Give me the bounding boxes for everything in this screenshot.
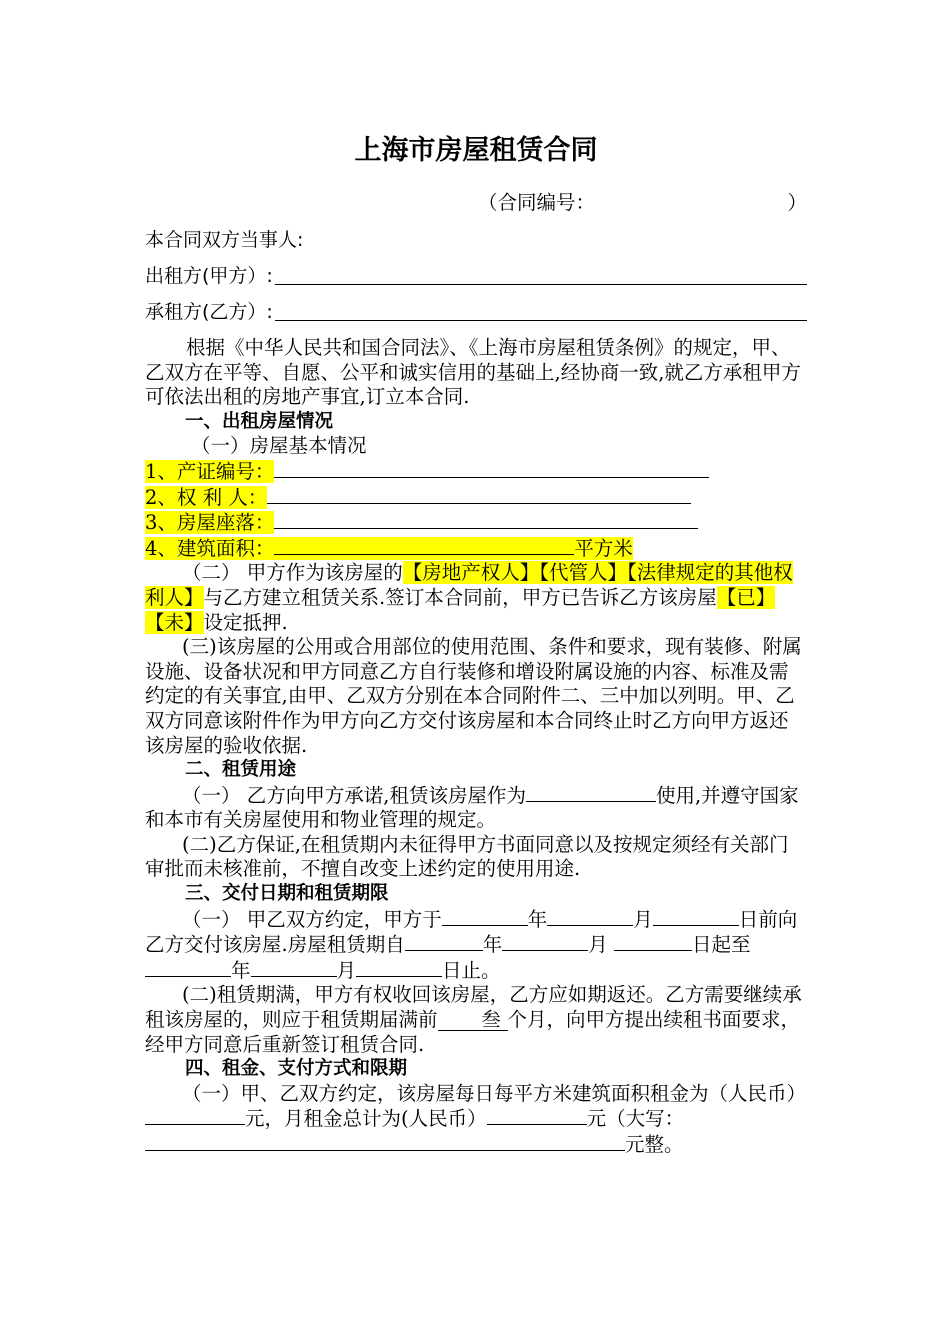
item-owner-blank [267, 485, 691, 504]
lessor-line [145, 258, 807, 294]
daily-rent-blank [145, 1106, 245, 1125]
start-year-blank [405, 932, 483, 951]
year-label: 年 [231, 958, 251, 982]
monthly-rent-blank [487, 1106, 587, 1125]
para-text: 起至 [711, 933, 751, 957]
section-3-para-1 [145, 907, 807, 984]
para-text: 元整。 [625, 1133, 684, 1156]
lessor-blank [275, 283, 807, 285]
lessee-label: 承租方(乙方）: [145, 301, 273, 323]
mortgage-options: 【已】【未】 [145, 585, 776, 634]
day-label: 日 [738, 907, 759, 931]
para-text: 前向乙方交付该房屋.房屋租赁期自 [145, 907, 798, 957]
para-text: 与乙方建立租赁关系.签订本合同前，甲方已告诉乙方该房屋 [203, 585, 717, 609]
day-label: 日 [691, 933, 712, 957]
list-item [145, 510, 807, 536]
para-text: 个月，向甲方提出续租书面要求，经甲方同意后重新签订租赁合同. [145, 1008, 801, 1056]
preamble: 根据《中华人民共和国合同法》、《上海市房屋租赁条例》的规定，甲、乙双方在平等、自愿、公平和诚实信用的基础上,经协商一致,就乙方承租甲方可依法出租的房地产事宜,订立本合同. [145, 336, 801, 409]
section-4-para-1 [145, 1082, 807, 1158]
section-2-para-2: (二)乙方保证,在租赁期内未征得甲方书面同意以及按规定须经有关部门审批而未核准前，不擅自改变上述约定的使用用途. [145, 832, 789, 881]
para-text: （一） 乙方向甲方承诺,租赁该房屋作为 [182, 783, 526, 807]
section-1-para-2 [145, 561, 807, 635]
end-month-blank [251, 958, 337, 977]
rent-in-words-blank [145, 1132, 625, 1151]
parties-heading: 本合同双方当事人: [145, 229, 304, 251]
section-2-heading: 二、租赁用途 [185, 759, 297, 781]
lessee-line [145, 294, 807, 330]
item-location-blank [274, 510, 698, 529]
month-label: 月 [336, 958, 357, 982]
year-label: 年 [527, 907, 548, 931]
para-text: (二)租赁期满，甲方有权收回该房屋，乙方应如期返还。乙方需要继续承租该房屋的，则应于租赁期届满前 [145, 983, 802, 1032]
section-3-para-2 [145, 983, 807, 1057]
list-item [145, 459, 807, 485]
month-label: 月 [588, 933, 608, 957]
house-info-list [145, 459, 807, 561]
list-item [145, 485, 807, 511]
item-certificate-blank [274, 459, 709, 478]
contract-number-close: ） [787, 191, 807, 214]
para-text: 元，月租金总计为(人民币） [245, 1107, 487, 1131]
item-certificate-label: 1、产证编号： [145, 459, 275, 483]
section-2-para-1 [145, 783, 807, 833]
list-item [145, 536, 807, 562]
para-text: 止。 [461, 958, 501, 982]
usage-blank [526, 783, 656, 802]
item-location-label: 3、房屋座落： [145, 511, 275, 535]
section-1-heading: 一、出租房屋情况 [185, 410, 334, 432]
section-1-para-3: (三)该房屋的公用或合用部位的使用范围、条件和要求，现有装修、附属设施、设备状况和甲方同意乙方自行装修和增设附属设施的内容、标准及需约定的有关事宜,由甲、乙双方分别在本合同附件二、三中加以列明。甲、乙双方同意该附件作为甲方向乙方交付该房屋和本合同终止时乙方向甲方返还该房屋的验收依据. [145, 635, 802, 757]
section-3-heading: 三、交付日期和租赁期限 [185, 883, 389, 905]
delivery-year-blank [442, 907, 528, 926]
renewal-months-value: 叁 [438, 1010, 508, 1031]
section-1-sub1: （一）房屋基本情况 [191, 434, 367, 458]
start-month-blank [502, 932, 588, 951]
para-text: （一） 甲乙双方约定，甲方于 [182, 907, 442, 931]
end-day-blank [356, 958, 442, 977]
section-4-heading: 四、租金、支付方式和限期 [185, 1058, 408, 1080]
item-area-unit: 平方米 [574, 536, 633, 560]
para-text: 设定抵押. [203, 610, 288, 634]
contract-number-label: （合同编号： [478, 191, 596, 214]
year-label: 年 [482, 933, 503, 957]
para-text: 使用,并遵守国家和本市有关房屋使用和物业管理的规定。 [145, 783, 799, 832]
delivery-day-blank [653, 907, 739, 926]
month-label: 月 [633, 907, 653, 931]
page-title: 上海市房屋租赁合同 [354, 135, 598, 166]
para-text: （一）甲、乙双方约定，该房屋每日每平方米建筑面积租金为（人民币） [182, 1081, 807, 1105]
item-area-label: 4、建筑面积： [145, 536, 275, 560]
delivery-month-blank [547, 907, 633, 926]
contract-number-line [145, 188, 807, 218]
lessee-blank [275, 319, 807, 321]
rights-options: 【房地产权人】【代管人】【法律规定的其他权利人】 [145, 561, 793, 609]
para-text: （二） 甲方作为该房屋的 [182, 561, 403, 585]
item-area-blank [274, 536, 574, 555]
end-year-blank [145, 958, 231, 977]
document-body [145, 128, 807, 1158]
start-day-blank [614, 932, 692, 951]
item-owner-label: 2、权 利 人： [145, 485, 268, 509]
lessor-label: 出租方(甲方）: [145, 265, 273, 287]
para-text: 元（大写： [586, 1107, 685, 1131]
day-label: 日 [442, 958, 462, 982]
